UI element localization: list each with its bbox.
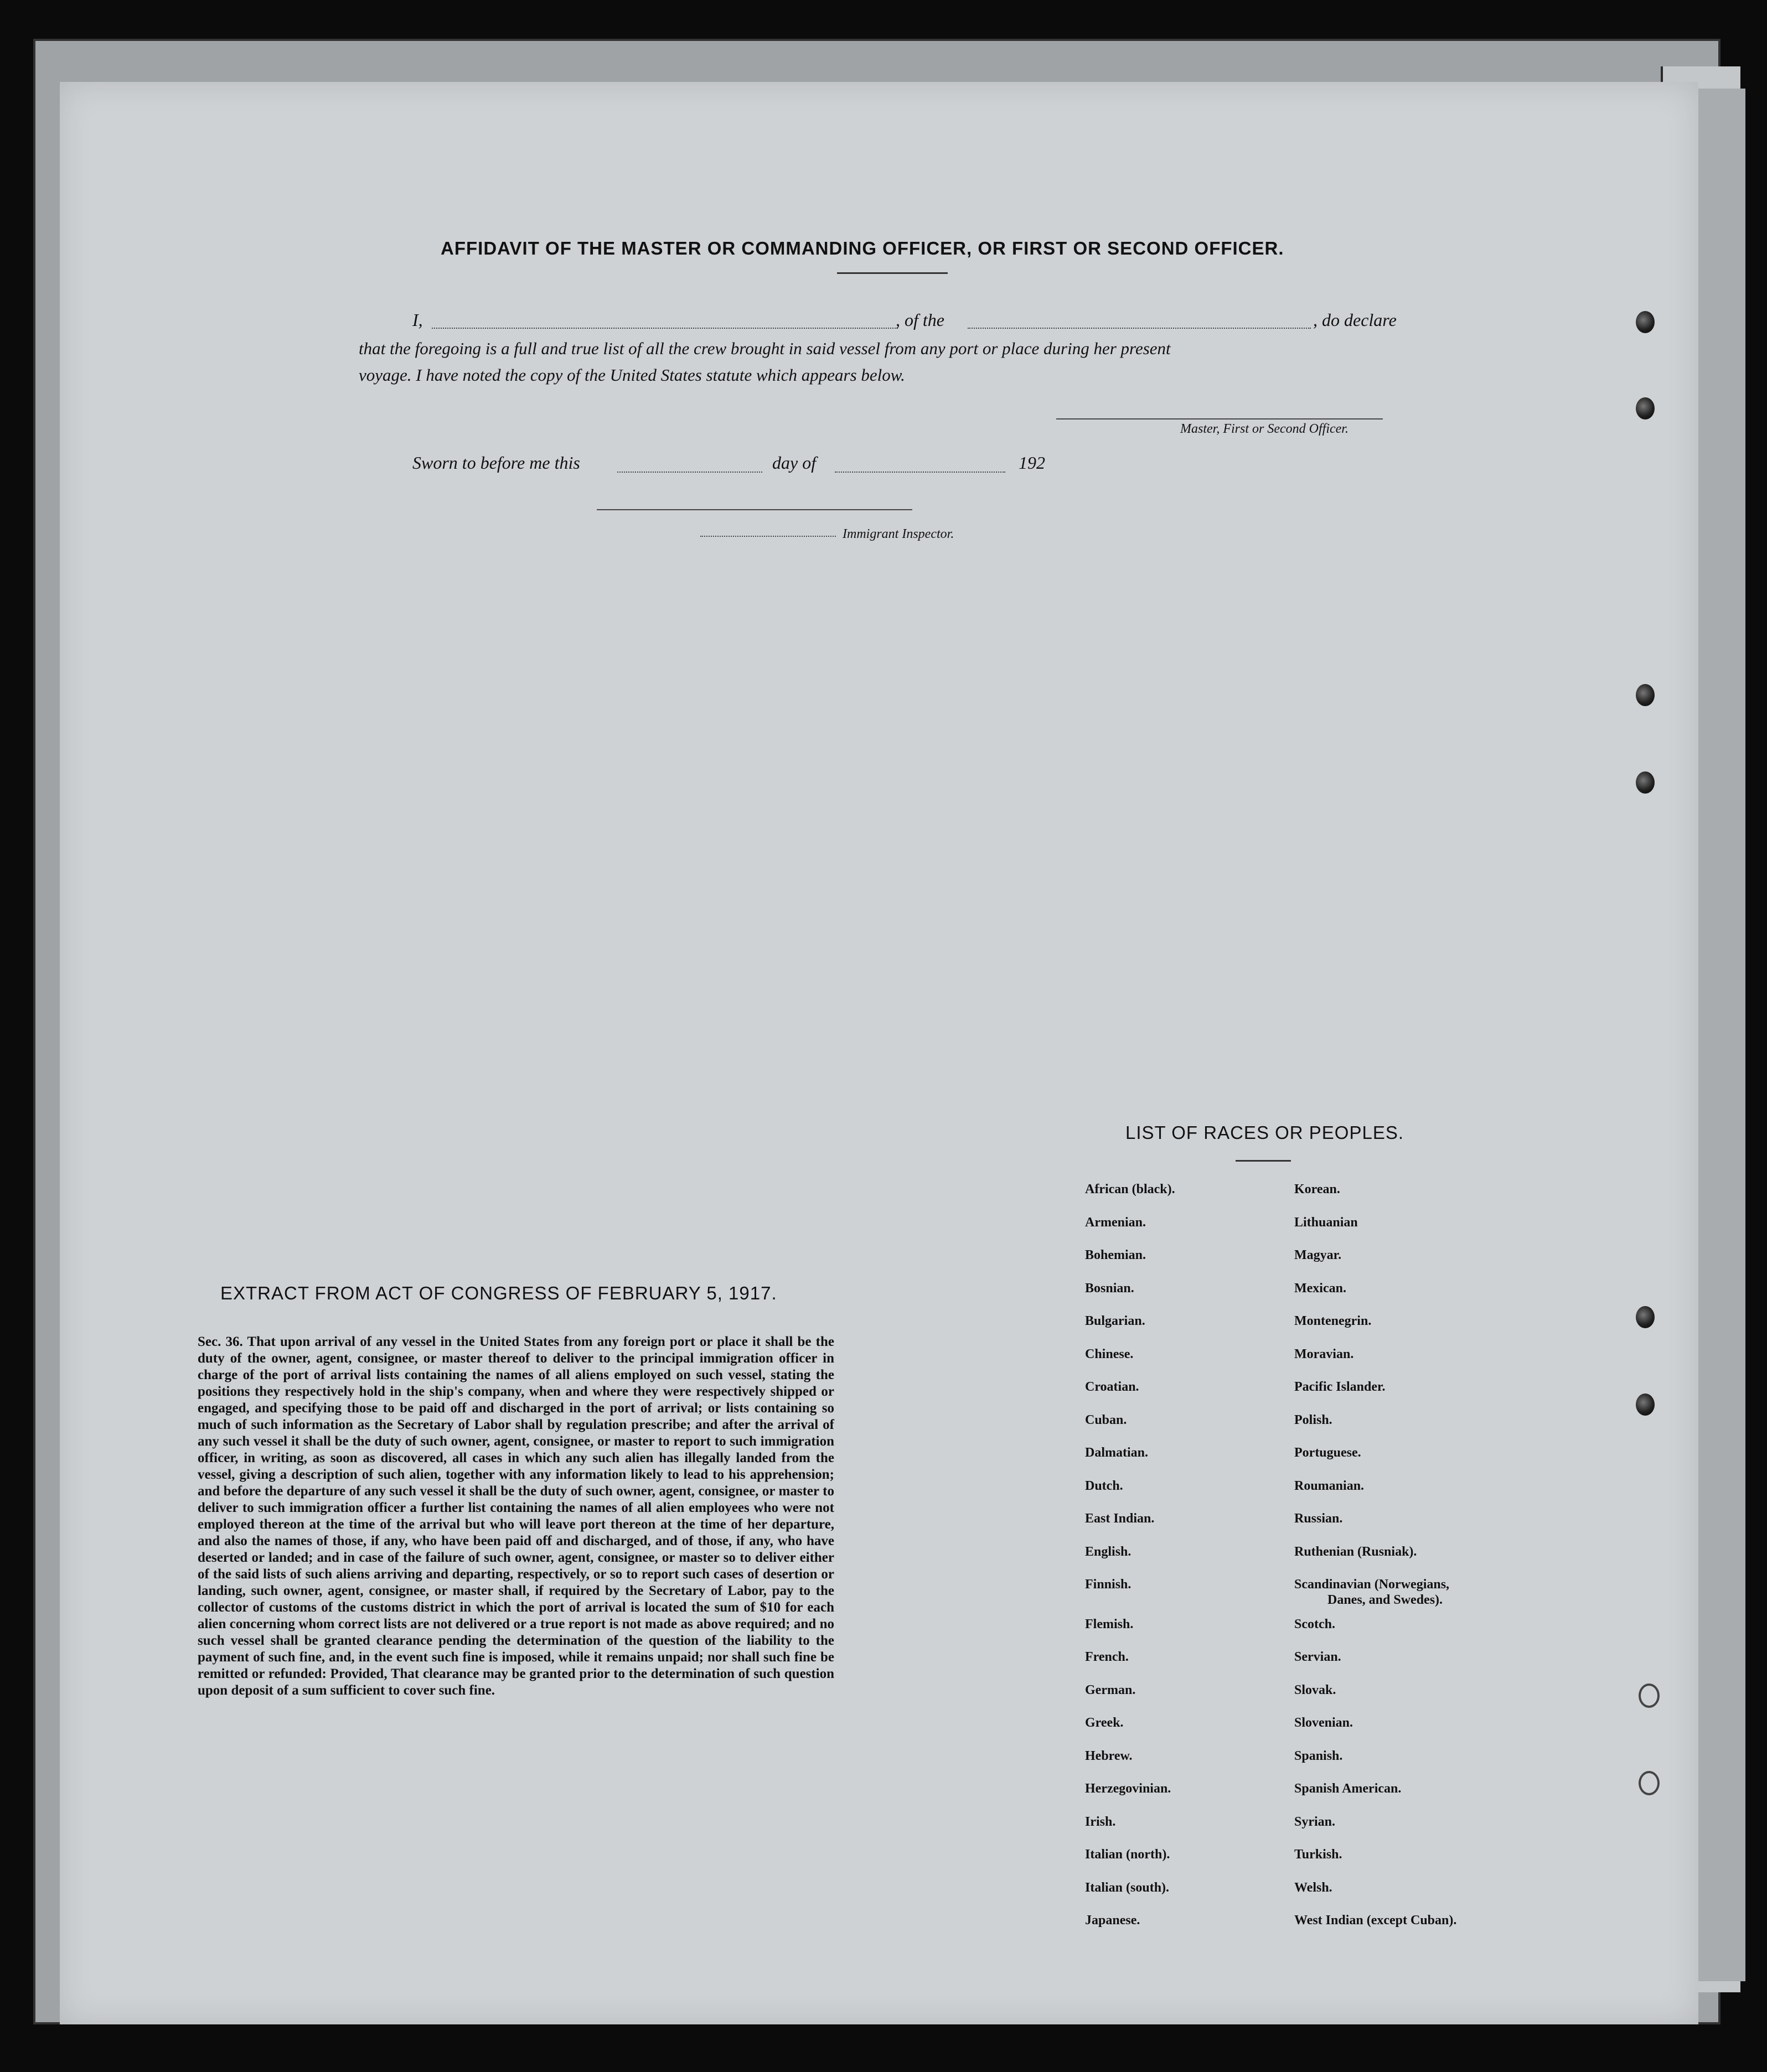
races-title-rule xyxy=(1236,1160,1291,1162)
race-item: Greek. xyxy=(1085,1716,1124,1730)
race-item: Finnish. xyxy=(1085,1577,1132,1592)
race-item: Chinese. xyxy=(1085,1347,1134,1361)
race-item: Roumanian. xyxy=(1294,1479,1365,1493)
sworn-year: 192 xyxy=(1019,453,1045,473)
races-title: LIST OF RACES OR PEOPLES. xyxy=(1125,1122,1404,1143)
race-item: Moravian. xyxy=(1294,1347,1354,1361)
race-item: Armenian. xyxy=(1085,1215,1146,1230)
punch-hole xyxy=(1639,1684,1660,1708)
affidavit-line1-prefix: I, xyxy=(412,310,423,330)
sworn-month-field[interactable] xyxy=(835,472,1005,473)
signature-label: Master, First or Second Officer. xyxy=(1180,422,1348,436)
race-item: Dutch. xyxy=(1085,1479,1123,1493)
sworn-day-field[interactable] xyxy=(617,472,762,473)
extract-title: EXTRACT FROM ACT OF CONGRESS OF FEBRUARY 5, 1917. xyxy=(220,1283,777,1303)
race-item: Korean. xyxy=(1294,1182,1340,1196)
race-item: Portuguese. xyxy=(1294,1446,1361,1460)
race-item: Magyar. xyxy=(1294,1248,1342,1262)
race-item: Scandinavian (Norwegians, xyxy=(1294,1577,1450,1592)
extract-body: Sec. 36. That upon arrival of any vessel in the United States from any foreign port or place it shall be the duty of the owner, agent, consignee, or master thereof to deliver to the principal immigration officer in charge of the port of arrival lists containing the names of all aliens employed on such vessel, stating the positions they respectively hold in the ship's company, when and where they were respectively shipped or engaged, and specifying those to be paid off and discharged in the port of arrival; or lists containing so much of such information as the Secretary of Labor shall by regulation prescribe; and after the arrival of any such vessel it shall be the duty of such owner, agent, consignee, or master to report to such immigration officer, in writing, as soon as discovered, all cases in which any such alien has illegally landed from the vessel, giving a description of such alien, together with any information likely to lead to his apprehension; and before the departure of any such vessel it shall be the duty of such owner, agent, consignee, or master to deliver to such immigration officer a further list containing the names of all alien employees who were not employed thereon at the time of the arrival but who will leave port thereon at the time of her departure, and also the names of those, if any, who have been paid off and discharged, and of those, if any, who have deserted or landed; and in case of the failure of such owner, agent, consignee, or master so to deliver either of the said lists of such aliens arriving and departing, respectively, or so to report such cases of desertion or landing, such owner, agent, consignee, or master shall, if required by the Secretary of Labor, pay to the collector of customs of the customs district in which the port of arrival is located the sum of $10 for each alien concerning whom correct lists are not delivered or a true report is not made as above required; and no such vessel shall be granted clearance pending the determination of the question of the liability to the payment of such fine, and, in the event such fine is imposed, while it remains unpaid; nor shall such fine be remitted or refunded: Provided, That clearance may be granted prior to the determination of such question upon deposit of a sum sufficient to cover such fine. xyxy=(198,1334,834,1698)
master-name-field[interactable] xyxy=(432,328,898,329)
race-item: African (black). xyxy=(1085,1182,1175,1196)
race-item: Polish. xyxy=(1294,1413,1332,1427)
punch-hole xyxy=(1636,1306,1655,1328)
race-item: East Indian. xyxy=(1085,1511,1155,1526)
race-item: Italian (south). xyxy=(1085,1881,1170,1895)
race-item: Spanish. xyxy=(1294,1749,1343,1763)
affidavit-line2: that the foregoing is a full and true list of all the crew brought in said vessel from any port or place during her present xyxy=(359,339,1171,358)
sworn-prefix: Sworn to before me this xyxy=(412,453,580,473)
punch-hole xyxy=(1636,1394,1655,1416)
race-item: Hebrew. xyxy=(1085,1749,1133,1763)
race-item: Cuban. xyxy=(1085,1413,1127,1427)
affidavit-title-rule xyxy=(837,272,948,274)
race-item: Lithuanian xyxy=(1294,1215,1358,1230)
race-item: Ruthenian (Rusniak). xyxy=(1294,1545,1417,1559)
race-item: Irish. xyxy=(1085,1815,1116,1829)
race-item-continuation: Danes, and Swedes). xyxy=(1327,1593,1443,1607)
affidavit-line1-suffix: , do declare xyxy=(1313,310,1397,330)
race-item: Flemish. xyxy=(1085,1617,1134,1631)
race-item: Syrian. xyxy=(1294,1815,1336,1829)
race-item: German. xyxy=(1085,1683,1136,1697)
race-item: Scotch. xyxy=(1294,1617,1335,1631)
vessel-name-field[interactable] xyxy=(968,328,1311,329)
inspector-upper-line xyxy=(597,509,912,510)
punch-hole xyxy=(1636,771,1655,794)
punch-hole xyxy=(1636,311,1655,333)
punch-hole xyxy=(1636,397,1655,419)
race-item: Bohemian. xyxy=(1085,1248,1146,1262)
race-item: Bosnian. xyxy=(1085,1281,1134,1296)
race-item: English. xyxy=(1085,1545,1132,1559)
race-item: Mexican. xyxy=(1294,1281,1346,1296)
race-item: Montenegrin. xyxy=(1294,1314,1372,1328)
race-item: West Indian (except Cuban). xyxy=(1294,1913,1457,1928)
race-item: Bulgarian. xyxy=(1085,1314,1145,1328)
race-item: Pacific Islander. xyxy=(1294,1380,1386,1394)
race-item: Japanese. xyxy=(1085,1913,1140,1928)
master-signature-field[interactable] xyxy=(1056,418,1383,419)
race-item: Welsh. xyxy=(1294,1881,1332,1895)
race-item: Slovak. xyxy=(1294,1683,1336,1697)
race-item: Slovenian. xyxy=(1294,1716,1353,1730)
race-item: Croatian. xyxy=(1085,1380,1139,1394)
race-item: Italian (north). xyxy=(1085,1847,1170,1862)
race-item: French. xyxy=(1085,1650,1129,1664)
inspector-label: Immigrant Inspector. xyxy=(843,527,954,541)
race-item: Dalmatian. xyxy=(1085,1446,1148,1460)
sworn-day-label: day of xyxy=(772,453,817,473)
punch-hole xyxy=(1639,1771,1660,1795)
affidavit-title: AFFIDAVIT OF THE MASTER OR COMMANDING OFFICER, OR FIRST OR SECOND OFFICER. xyxy=(441,238,1284,258)
race-item: Herzegovinian. xyxy=(1085,1781,1171,1796)
race-item: Turkish. xyxy=(1294,1847,1342,1862)
inspector-signature-field[interactable] xyxy=(700,536,836,537)
race-item: Servian. xyxy=(1294,1650,1341,1664)
race-item: Spanish American. xyxy=(1294,1781,1402,1796)
affidavit-line1-of: , of the xyxy=(896,310,944,330)
race-item: Russian. xyxy=(1294,1511,1343,1526)
affidavit-line3: voyage. I have noted the copy of the United States statute which appears below. xyxy=(359,365,905,385)
background-sheet-edge-inner xyxy=(1694,89,1745,1981)
punch-hole xyxy=(1636,684,1655,706)
